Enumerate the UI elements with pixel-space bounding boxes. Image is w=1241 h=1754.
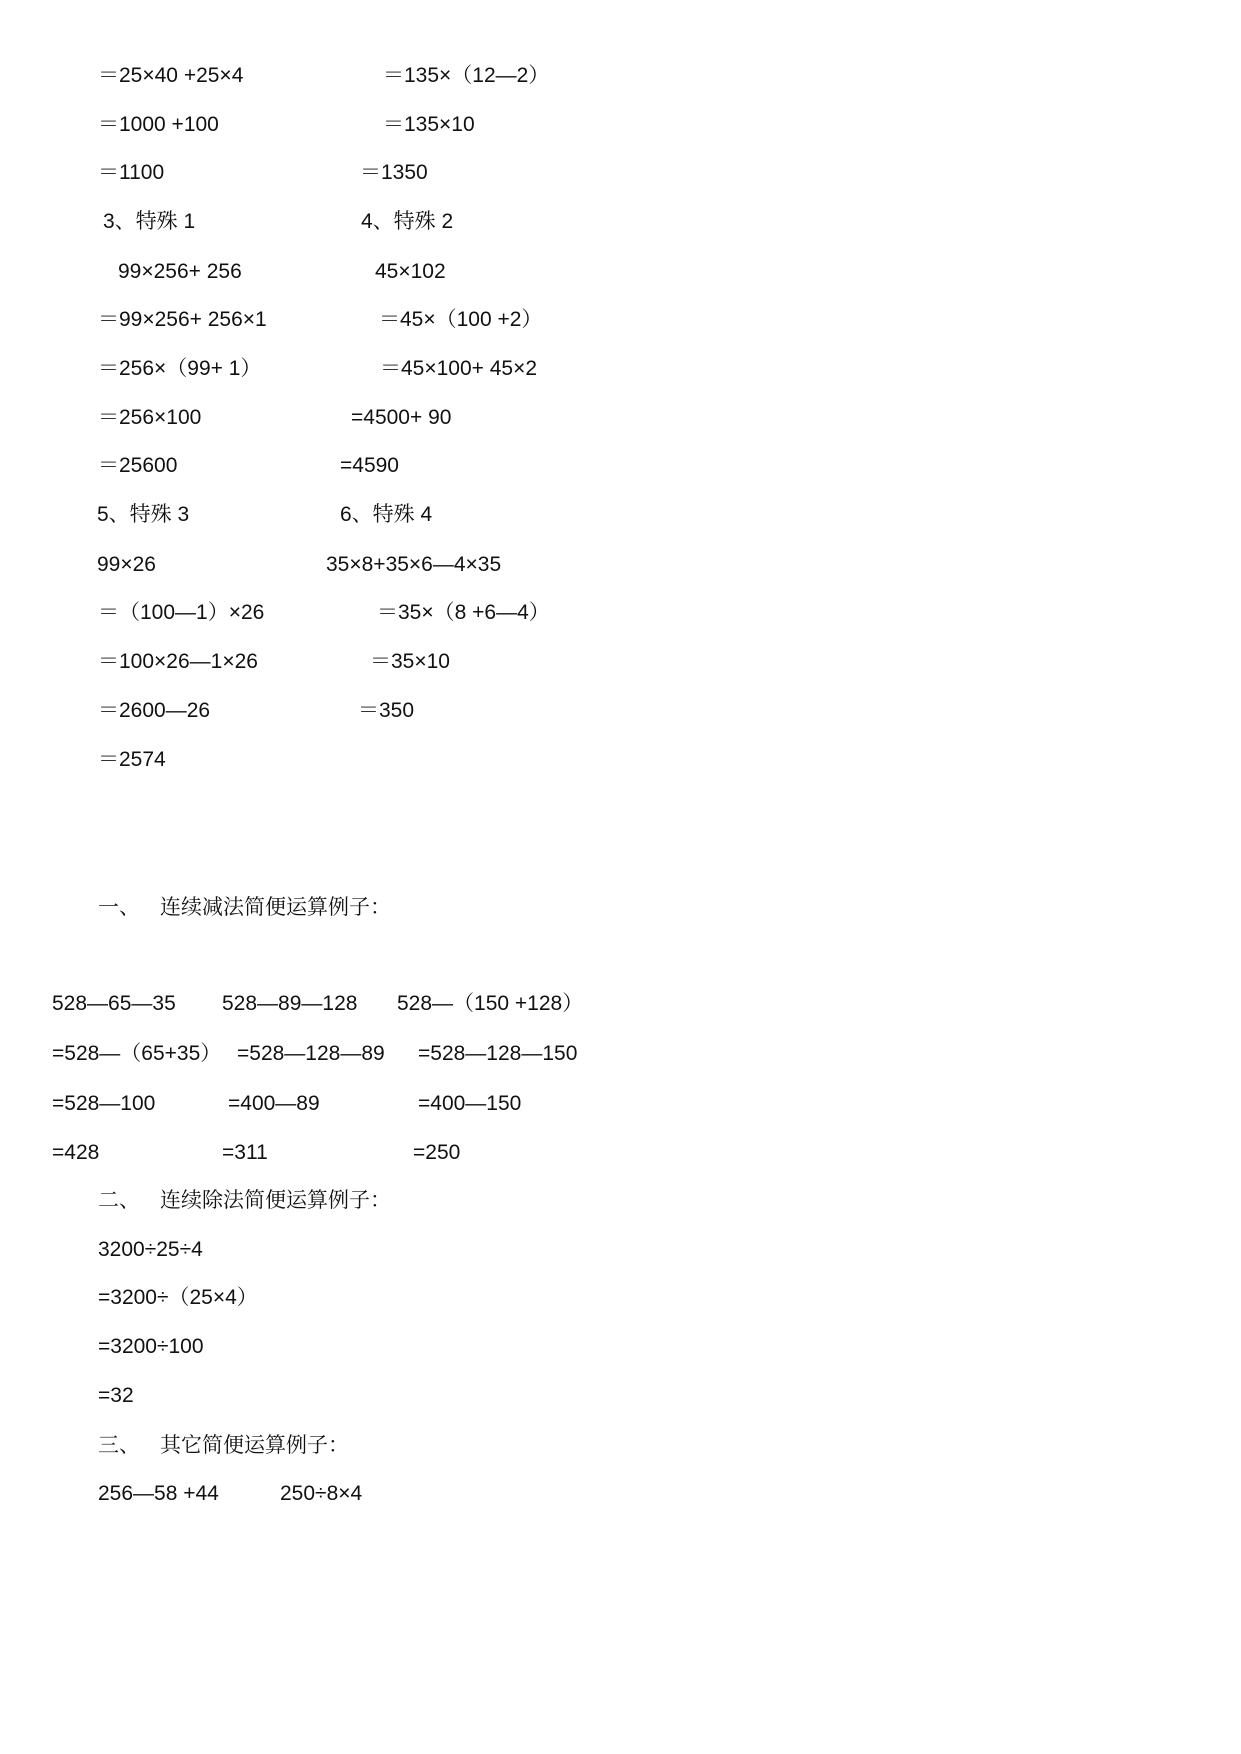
calc-line: =250	[413, 1141, 461, 1164]
calc-line: ＝99×256+ 256×1	[98, 308, 267, 331]
calc-line: ＝135×10	[383, 113, 475, 136]
calc-line: ＝25×40 +25×4	[98, 64, 244, 87]
calc-line: 99×26	[97, 553, 156, 576]
calc-line: ＝135×（12—2）	[383, 64, 550, 87]
calc-line: =428	[52, 1141, 100, 1164]
example-heading: 3、特殊 1	[103, 210, 196, 233]
calc-line: =3200÷（25×4）	[98, 1286, 258, 1309]
calc-line: 35×8+35×6—4×35	[326, 553, 502, 576]
calc-line: 256—58 +44	[98, 1482, 219, 1505]
calc-line: ＝35×10	[370, 650, 450, 673]
calc-line: =528—128—150	[418, 1042, 578, 1065]
calc-line: ＝1350	[360, 161, 428, 184]
calc-line: ＝1100	[98, 161, 165, 184]
calc-line: 528—65—35	[52, 992, 176, 1015]
calc-line: ＝（100—1）×26	[98, 601, 265, 624]
calc-line: =4500+ 90	[351, 406, 452, 429]
section-heading: 三、 其它简便运算例子：	[98, 1433, 350, 1457]
calc-line: ＝350	[358, 699, 415, 722]
calc-line: 250÷8×4	[280, 1482, 363, 1505]
calc-line: ＝35×（8 +6—4）	[377, 601, 550, 624]
section-heading: 一、 连续减法简便运算例子：	[98, 895, 392, 919]
calc-line: ＝1000 +100	[98, 113, 219, 136]
example-heading: 6、特殊 4	[340, 503, 433, 526]
calc-line: =528—100	[52, 1092, 156, 1115]
calc-line: 528—89—128	[222, 992, 358, 1015]
calc-line: ＝2600—26	[98, 699, 211, 722]
example-heading: 5、特殊 3	[97, 503, 190, 526]
calc-line: =4590	[340, 454, 399, 477]
calc-line: =400—89	[228, 1092, 320, 1115]
calc-line: 45×102	[375, 260, 446, 283]
calc-line: 3200÷25÷4	[98, 1238, 203, 1261]
calc-line: =311	[222, 1141, 268, 1164]
calc-line: ＝2574	[98, 748, 166, 771]
calc-line: =3200÷100	[98, 1335, 204, 1358]
calc-line: ＝25600	[98, 454, 178, 477]
calc-line: 99×256+ 256	[118, 260, 242, 283]
example-heading: 4、特殊 2	[361, 210, 454, 233]
calc-line: =400—150	[418, 1092, 522, 1115]
calc-line: =528—（65+35）	[52, 1042, 222, 1065]
calc-line: ＝256×（99+ 1）	[98, 357, 262, 380]
calc-line: 528—（150 +128）	[397, 992, 584, 1015]
calc-line: ＝45×（100 +2）	[379, 308, 543, 331]
calc-line: =528—128—89	[237, 1042, 385, 1065]
calc-line: ＝256×100	[98, 406, 202, 429]
section-heading: 二、 连续除法简便运算例子：	[98, 1188, 392, 1212]
calc-line: ＝45×100+ 45×2	[380, 357, 538, 380]
calc-line: =32	[98, 1384, 134, 1407]
calc-line: ＝100×26—1×26	[98, 650, 258, 673]
